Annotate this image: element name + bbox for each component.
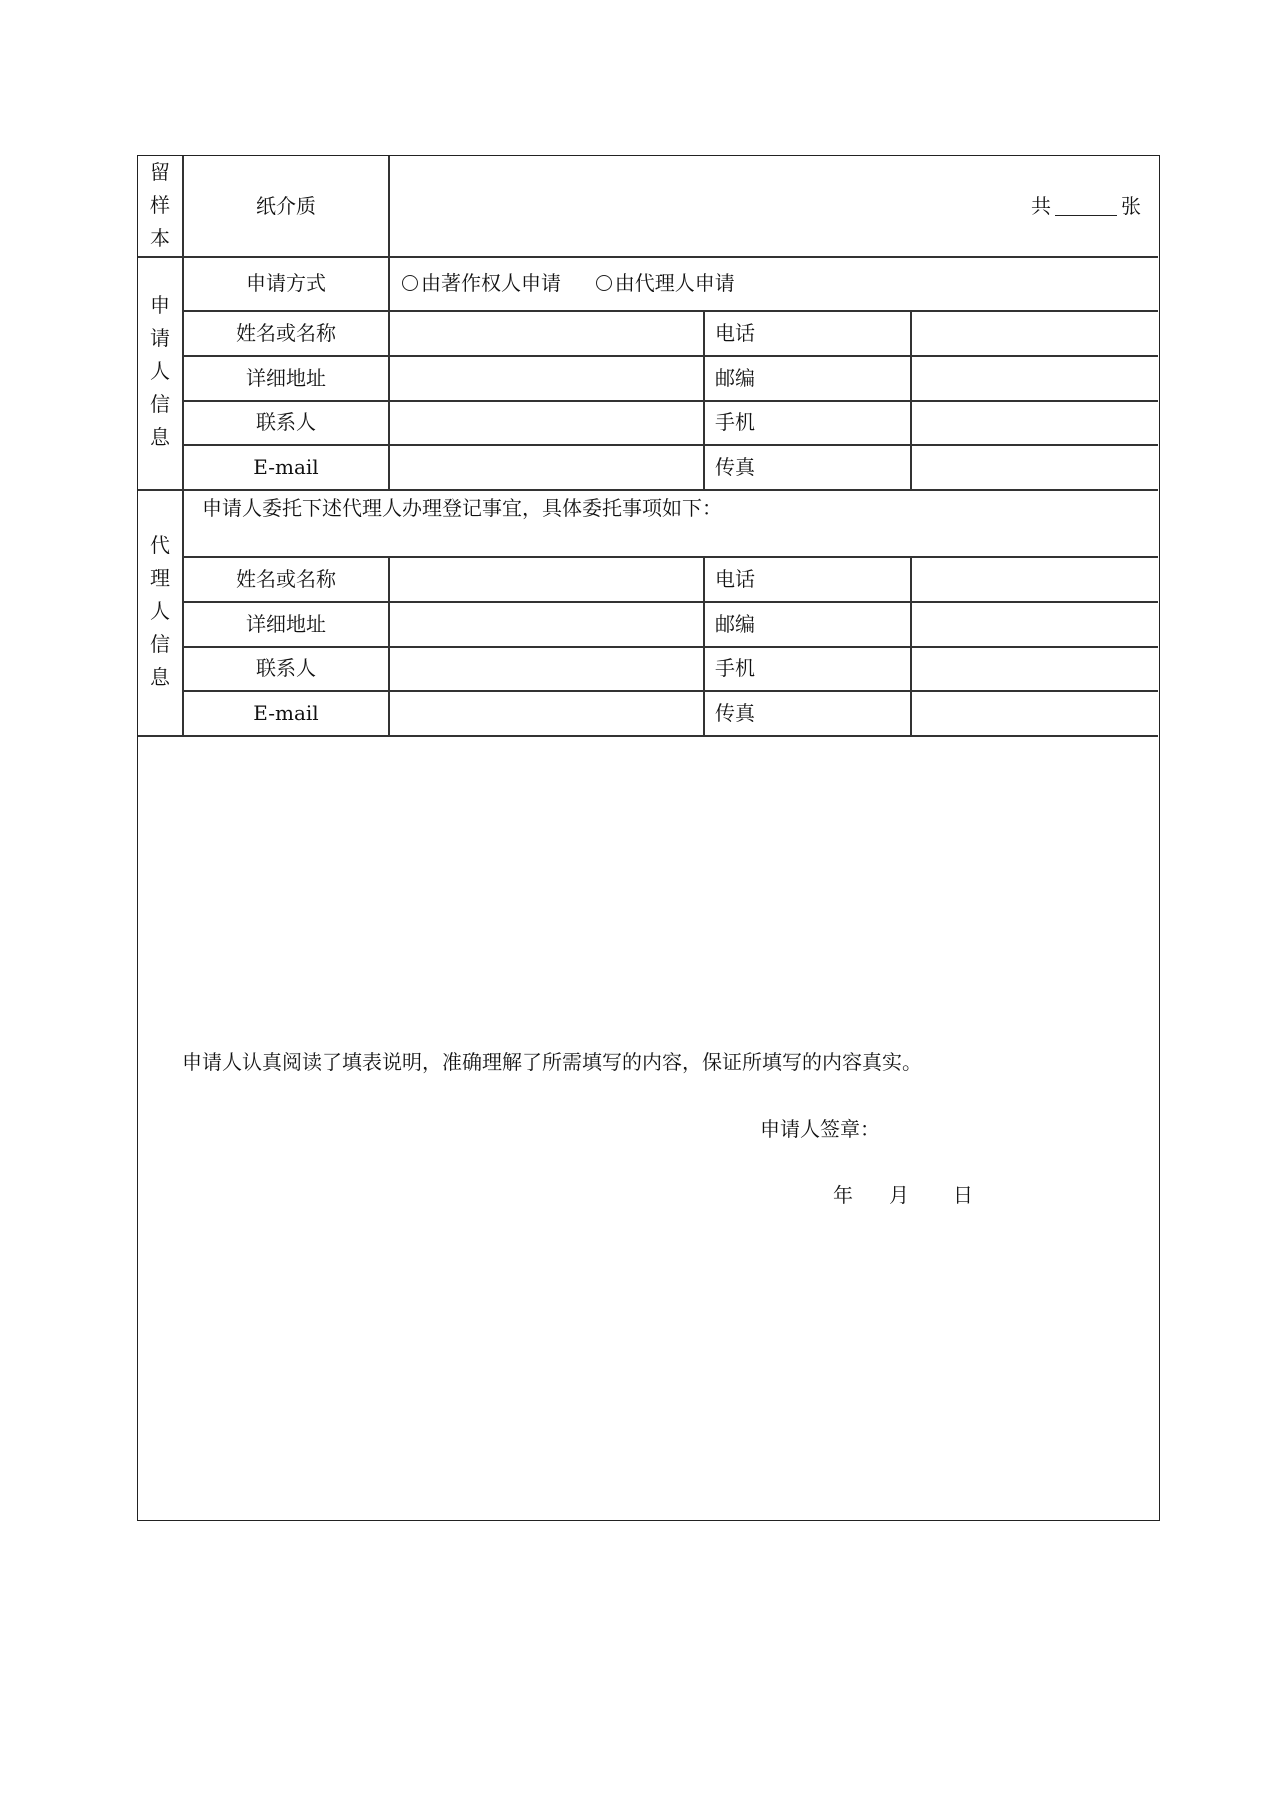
agent-contact-label: 联系人 [256, 656, 316, 680]
date-year-label: 年 [833, 1183, 853, 1207]
applicant-fax-label: 传真 [715, 455, 755, 479]
applicant-postcode-field[interactable] [912, 357, 1158, 400]
applicant-contact-field[interactable] [390, 402, 703, 444]
applicant-fax-field[interactable] [912, 446, 1158, 489]
agent-email-field[interactable] [390, 692, 703, 735]
agent-fax-field[interactable] [912, 692, 1158, 735]
application-form [137, 155, 1160, 1521]
applicant-email-field[interactable] [390, 446, 703, 489]
divider [138, 735, 1158, 737]
agent-postcode-field[interactable] [912, 603, 1158, 646]
delegation-text: 申请人委托下述代理人办理登记事宜，具体委托事项如下： [202, 496, 722, 520]
declaration-statement: 申请人认真阅读了填表说明，准确理解了所需填写的内容，保证所填写的内容真实。 [182, 1050, 922, 1074]
agent-address-label: 详细地址 [246, 612, 326, 636]
option-by-agent[interactable]: 由代理人申请 [596, 271, 735, 295]
applicant-phone-label: 电话 [715, 321, 755, 345]
applicant-postcode-label: 邮编 [715, 366, 755, 390]
signature-label: 申请人签章： [760, 1117, 880, 1141]
applicant-address-field[interactable] [390, 357, 703, 400]
agent-contact-field[interactable] [390, 648, 703, 690]
applicant-contact-label: 联系人 [256, 410, 316, 434]
date-month-label: 月 [889, 1183, 909, 1207]
agent-name-field[interactable] [390, 558, 703, 601]
applicant-name-label: 姓名或名称 [236, 321, 336, 345]
agent-address-field[interactable] [390, 603, 703, 646]
option-by-copyright-owner[interactable]: 由著作权人申请 [402, 271, 561, 295]
applicant-mobile-field[interactable] [912, 402, 1158, 444]
date-day-label: 日 [953, 1183, 973, 1207]
sheet-count-suffix: 张 [1121, 194, 1141, 218]
agent-side-label: 代 理 人 信 息 [150, 533, 170, 689]
divider [138, 256, 1158, 258]
divider [182, 156, 184, 735]
applicant-side-label: 申 请 人 信 息 [150, 293, 170, 449]
sheet-count-field[interactable] [1055, 197, 1117, 216]
agent-mobile-label: 手机 [715, 656, 755, 680]
agent-phone-label: 电话 [715, 567, 755, 591]
paper-medium-label: 纸介质 [256, 194, 316, 218]
sheet-count [1031, 193, 1141, 219]
applicant-mobile-label: 手机 [715, 410, 755, 434]
radio-icon[interactable] [402, 275, 418, 291]
applicant-phone-field[interactable] [912, 312, 1158, 355]
applicant-name-field[interactable] [390, 312, 703, 355]
applicant-address-label: 详细地址 [246, 366, 326, 390]
agent-mobile-field[interactable] [912, 648, 1158, 690]
divider [703, 310, 705, 489]
application-method-options [402, 270, 735, 296]
radio-icon[interactable] [596, 275, 612, 291]
agent-phone-field[interactable] [912, 558, 1158, 601]
signature-field[interactable] [898, 1108, 1118, 1148]
sheet-count-prefix: 共 [1031, 194, 1051, 218]
sample-side-label: 留 样 本 [150, 160, 170, 250]
agent-fax-label: 传真 [715, 701, 755, 725]
application-method-label: 申请方式 [246, 271, 326, 295]
agent-postcode-label: 邮编 [715, 612, 755, 636]
agent-email-label: E-mail [253, 701, 319, 725]
agent-name-label: 姓名或名称 [236, 567, 336, 591]
divider [703, 556, 705, 735]
applicant-email-label: E-mail [253, 455, 319, 479]
divider [138, 489, 1158, 491]
